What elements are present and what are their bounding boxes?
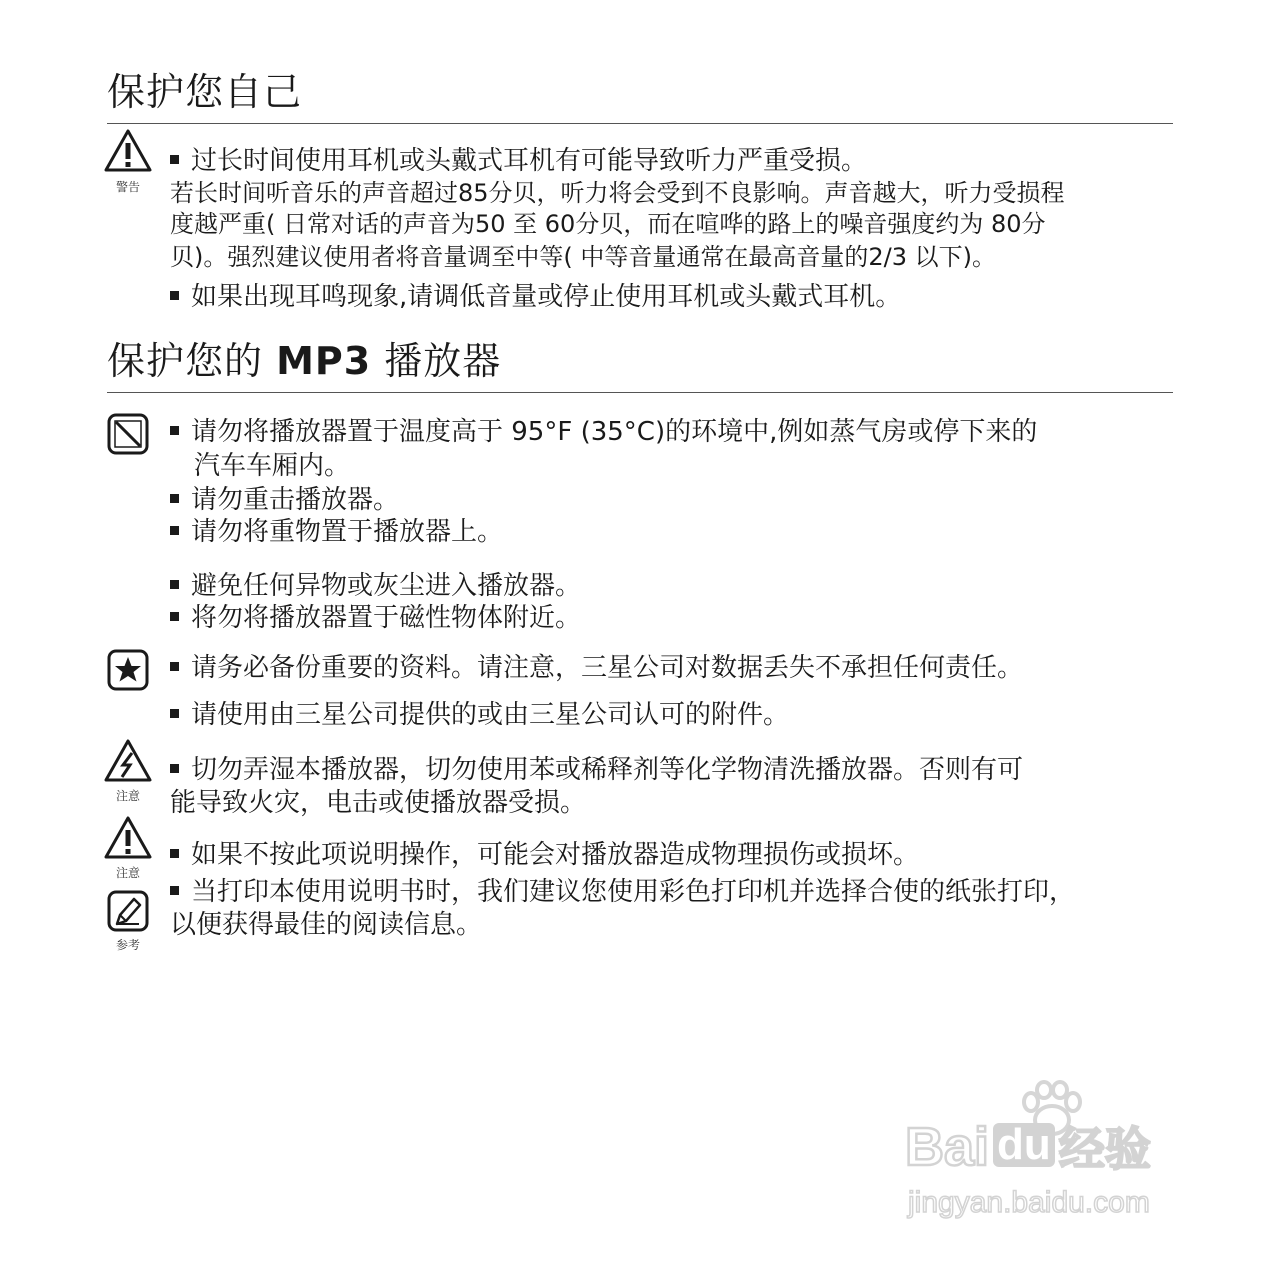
bullet-icon: [170, 612, 179, 621]
caution-icon: [103, 815, 153, 861]
watermark-url: jingyan.baidu.com: [908, 1186, 1150, 1219]
section-divider: [107, 123, 1173, 124]
warning-icon: [103, 128, 153, 174]
list-item-text: 将勿将播放器置于磁性物体附近。: [191, 603, 582, 633]
title-prefix: 保护您的: [107, 339, 277, 383]
caution-label: 注意: [115, 789, 140, 803]
list-item-text: 过长时间使用耳机或头戴式耳机有可能导致听力严重受损。: [191, 146, 868, 176]
bullet-icon: [170, 526, 179, 535]
list-item-text: 请使用由三星公司提供的或由三星公司认可的附件。: [191, 700, 790, 730]
list-item-text: 切勿弄湿本播放器，切勿使用苯或稀释剂等化学物清洗播放器。否则有可: [191, 755, 1024, 785]
section-title-protect-yourself: 保护您自己: [107, 70, 303, 114]
list-item: [170, 419, 1037, 445]
electric-shock-icon: [103, 738, 153, 784]
list-item-text: 当打印本使用说明书时，我们建议您使用彩色打印机并选择合使的纸张打印，: [191, 877, 1076, 907]
bullet-icon: [170, 849, 179, 858]
paragraph-line: 贝)。强烈建议使用者将音量调至中等( 中等音量通常在最高音量的2/3 以下)。: [170, 243, 996, 271]
list-item: [170, 879, 1075, 905]
bullet-icon: [170, 709, 179, 718]
list-item: [170, 702, 789, 728]
brand-prefix: Bai: [905, 1117, 990, 1177]
list-item: [170, 148, 867, 174]
list-item-text: 请勿重击播放器。: [191, 485, 400, 515]
list-item-text: 如果不按此项说明操作，可能会对播放器造成物理损伤或损坏。: [191, 840, 920, 870]
list-item-continuation: 能导致火灾，电击或使播放器受损。: [170, 788, 587, 818]
list-item-text: 请务必备份重要的资料。请注意，三星公司对数据丢失不承担任何责任。: [191, 653, 1024, 683]
brand-du: du: [993, 1123, 1055, 1167]
section-divider: [107, 392, 1173, 393]
watermark-brand: [905, 1117, 1151, 1177]
list-item: [170, 757, 1023, 783]
bullet-icon: [170, 662, 179, 671]
list-item-text: 如果出现耳鸣现象,请调低音量或停止使用耳机或头戴式耳机。: [191, 282, 902, 312]
prohibit-icon: [107, 413, 149, 455]
list-item: [170, 487, 399, 513]
paragraph-line: 度越严重( 日常对话的声音为50 至 60分贝，而在喧哗的路上的噪音强度约为 80分: [170, 210, 1046, 238]
section-title-protect-player: [107, 339, 502, 383]
brand-cn: 经验: [1058, 1123, 1151, 1175]
bullet-icon: [170, 291, 179, 300]
bullet-icon: [170, 580, 179, 589]
bullet-icon: [170, 155, 179, 164]
bullet-icon: [170, 426, 179, 435]
star-icon: [107, 649, 149, 691]
bullet-icon: [170, 494, 179, 503]
note-pencil-icon: [107, 890, 149, 932]
warning-label: 警告: [115, 180, 140, 194]
list-item-continuation: 以便获得最佳的阅读信息。: [170, 910, 483, 940]
list-item: [170, 519, 503, 545]
bullet-icon: [170, 764, 179, 773]
list-item: [170, 605, 581, 631]
list-item: [170, 842, 919, 868]
list-item: [170, 655, 1023, 681]
list-item-continuation: 汽车车厢内。: [194, 451, 351, 481]
list-item-text: 请勿将播放器置于温度高于 95°F (35°C)的环境中,例如蒸气房或停下来的: [191, 417, 1038, 447]
list-item-text: 避免任何异物或灰尘进入播放器。: [191, 571, 582, 601]
title-model: MP3: [276, 339, 372, 383]
title-suffix: 播放器: [371, 339, 502, 383]
paragraph-line: 若长时间听音乐的声音超过85分贝，听力将会受到不良影响。声音越大，听力受损程: [170, 179, 1065, 207]
list-item: [170, 284, 901, 310]
caution-label: 注意: [115, 866, 140, 880]
list-item: [170, 573, 581, 599]
list-item-text: 请勿将重物置于播放器上。: [191, 517, 504, 547]
bullet-icon: [170, 886, 179, 895]
baidu-jingyan-watermark: [905, 1080, 1215, 1240]
note-label: 参考: [115, 938, 140, 952]
